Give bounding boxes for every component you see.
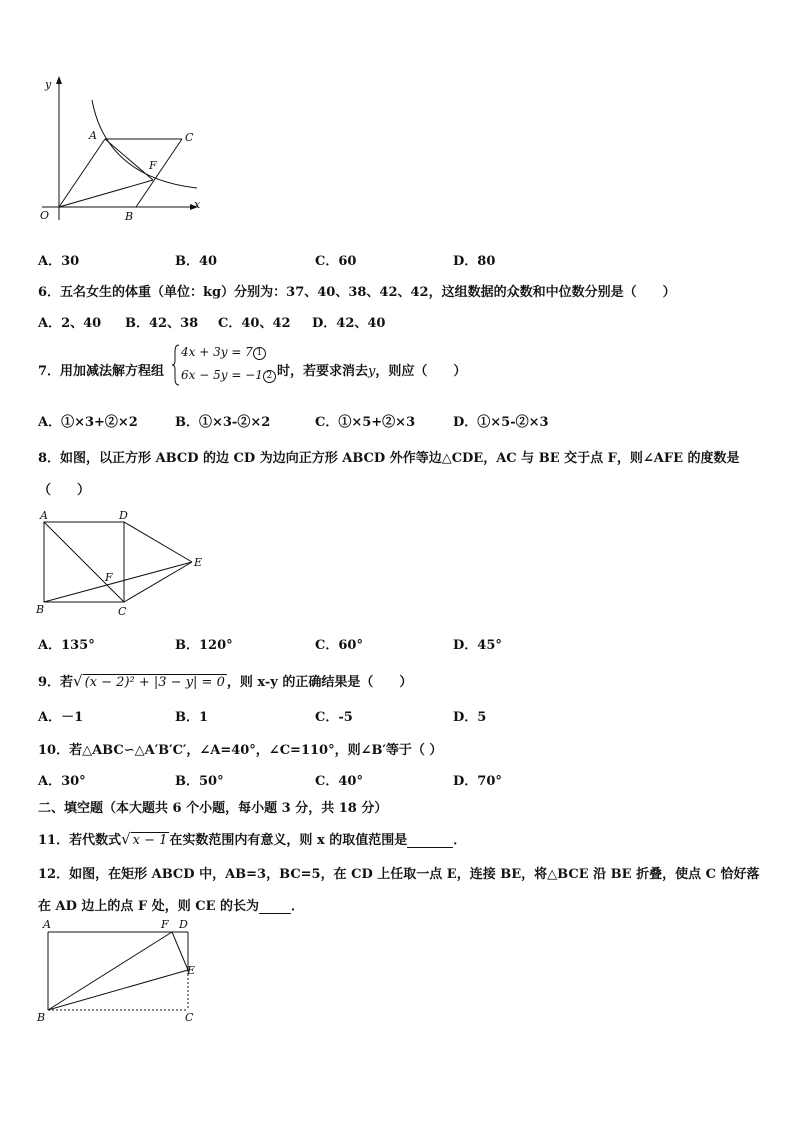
q12-stem: 12．如图，在矩形 ABCD 中，AB=3，BC=5，在 CD 上任取一点 E，连接 BE，将△BCE 沿 BE 折叠，使点 C 恰好落 [38, 867, 760, 882]
q8-option-d: D．45° [453, 638, 502, 653]
y-axis-label: y [45, 78, 52, 91]
section-2-heading: 二、填空题（本大题共 6 个小题，每小题 3 分，共 18 分） [38, 801, 388, 816]
segment-af [105, 139, 153, 180]
point-c-label: C [185, 131, 194, 144]
q9-option-a: A．－1 [38, 710, 84, 725]
q9-option-c: C．-5 [315, 710, 353, 725]
point-b-label: B [125, 210, 134, 223]
q7-var: y [368, 364, 376, 379]
q6-option-d: D．42、40 [312, 316, 386, 331]
q6-option-c: C．40、42 [218, 316, 291, 331]
q11-end: ． [453, 833, 467, 848]
q7-eq2-mark: 2 [263, 370, 276, 383]
q7-option-a: A．①×3+②×2 [38, 415, 138, 430]
q6-stem: 6．五名女生的体重（单位：kg）分别为：37、40、38、42、42，这组数据的众数和中位数分别是（ ） [38, 285, 676, 300]
q9-stem: 9．若√ (x − 2)² + |3 − y| = 0 ，则 x-y 的正确结果是（ ） [38, 672, 413, 690]
point-a-label: A [89, 129, 97, 142]
point-d-label: D [179, 918, 188, 931]
point-f-label: F [149, 159, 157, 172]
q9-option-d: D．5 [453, 710, 487, 725]
q7-option-d: D．①×5-②×3 [453, 415, 549, 430]
point-e-label: E [194, 556, 203, 569]
q5-option-d: D．80 [453, 254, 496, 269]
point-c-label: C [118, 605, 127, 618]
segment-oa [59, 139, 105, 207]
point-a-label: A [40, 509, 48, 522]
q10-option-a: A．30° [38, 774, 86, 789]
q12-stem-2 [38, 895, 304, 914]
q5-option-a: A．30 [38, 254, 80, 269]
point-b-label: B [36, 603, 45, 616]
segment-cb [136, 139, 182, 207]
q8-stem: 8．如图，以正方形 ABCD 的边 CD 为边向正方形 ABCD 外作等边△CDE，AC 与 BE 交于点 F，则∠AFE 的度数是 [38, 451, 740, 466]
segment-ac [44, 522, 124, 602]
q7-equation-2 [181, 365, 276, 385]
q7-equation-1 [181, 342, 266, 362]
q9-prefix: 9．若 [38, 675, 74, 690]
point-f-label: F [105, 571, 113, 584]
q6-option-a: A．2、40 [38, 316, 102, 331]
q6-option-b: B．42、38 [125, 316, 199, 331]
q8-stem-2: （ ） [38, 483, 91, 498]
q7-suffix-text: 时，若要求消去 [277, 364, 369, 379]
segment-bf [48, 932, 172, 1010]
q11-prefix: 11．若代数式 [38, 833, 122, 848]
q11-radicand: x − 1 [132, 833, 168, 848]
q12-end: ． [291, 899, 305, 914]
q12-stem-2-text: 在 AD 边上的点 F 处，则 CE 的长为 [38, 899, 260, 914]
q5-figure [32, 70, 212, 240]
q8-option-a: A．135° [38, 638, 95, 653]
q10-option-b: B．50° [175, 774, 224, 789]
q5-option-b: B．40 [175, 254, 218, 269]
point-d-label: D [119, 509, 128, 522]
q11-stem: 11．若代数式√ x − 1 在实数范围内有意义，则 x 的取值范围是 ． [38, 830, 467, 848]
q8-option-b: B．120° [175, 638, 233, 653]
q11-answer-blank[interactable] [407, 835, 453, 848]
q9-expression: (x − 2)² + |3 − y| = 0 [84, 675, 225, 690]
q8-figure [32, 505, 212, 620]
segment-be [48, 970, 188, 1010]
q11-suffix: 在实数范围内有意义，则 x 的取值范围是 [169, 833, 408, 848]
q7-prefix: 7．用加减法解方程组 [38, 364, 165, 379]
origin-label: O [40, 209, 50, 222]
x-axis-label: x [194, 198, 201, 211]
point-b-label: B [37, 1011, 46, 1024]
q7-eq1-text: 4x + 3y = 7 [181, 345, 253, 359]
q5-option-c: C．60 [315, 254, 357, 269]
hyperbola-curve [92, 100, 197, 188]
q7-brace-icon [171, 343, 181, 387]
segment-ce [124, 562, 192, 602]
point-f-label: F [161, 918, 169, 931]
segment-fe [172, 932, 188, 970]
segment-de [124, 522, 192, 562]
point-c-label: C [185, 1011, 194, 1024]
q7-suffix [277, 360, 466, 379]
q7-suffix2: ，则应（ ） [375, 364, 467, 379]
point-e-label: E [187, 964, 196, 977]
q10-option-c: C．40° [315, 774, 363, 789]
q7-eq2-text: 6x − 5y = −1 [181, 368, 263, 382]
q9-suffix: ，则 x-y 的正确结果是（ ） [226, 675, 413, 690]
q7-option-c: C．①×5+②×3 [315, 415, 416, 430]
y-axis-arrow-icon [56, 76, 62, 84]
q7-eq1-mark: 1 [253, 347, 266, 360]
q9-option-b: B．1 [175, 710, 209, 725]
point-a-label: A [43, 918, 51, 931]
q12-figure [34, 915, 204, 1027]
q10-option-d: D．70° [453, 774, 502, 789]
q7-option-b: B．①×3-②×2 [175, 415, 271, 430]
q12-answer-blank[interactable] [259, 901, 291, 914]
q10-stem: 10．若△ABC∽△A′B′C′，∠A=40°，∠C=110°，则∠B′等于（ ） [38, 743, 443, 758]
q8-option-c: C．60° [315, 638, 363, 653]
